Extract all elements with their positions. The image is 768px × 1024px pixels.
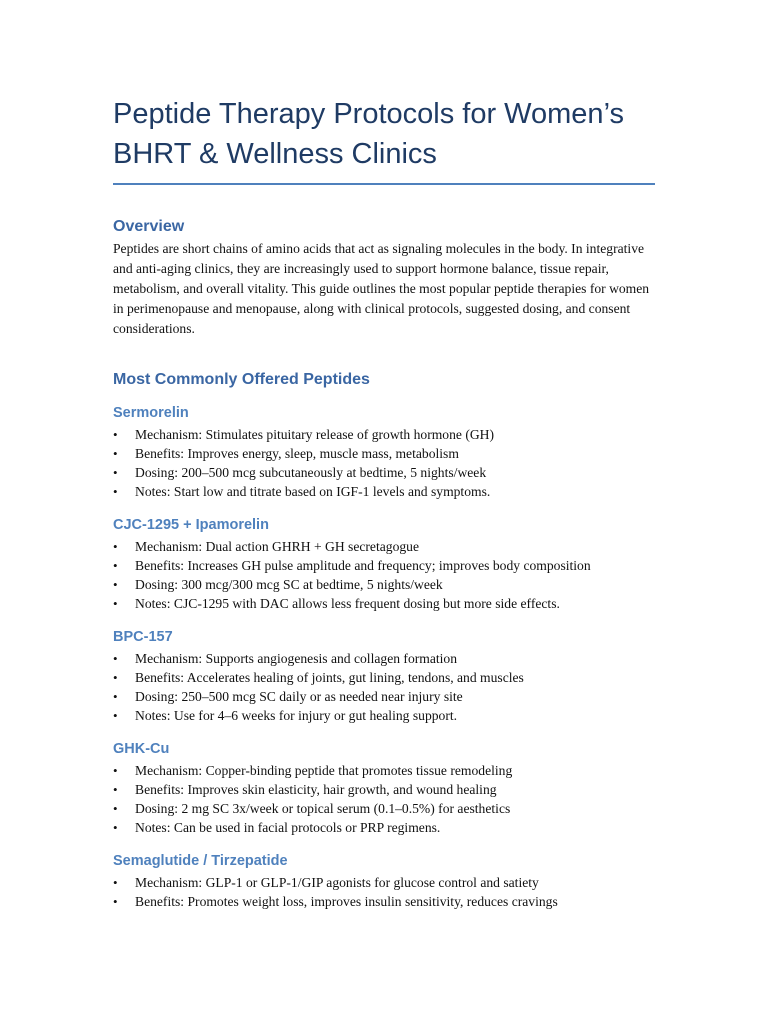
list-item (113, 482, 656, 501)
list-item (113, 706, 656, 725)
list-item-text: Dosing: 300 mcg/300 mcg SC at bedtime, 5 nights/week (135, 577, 443, 592)
peptide-detail-list (113, 649, 656, 725)
list-item (113, 556, 656, 575)
title-underline (113, 183, 655, 185)
list-item-text: Dosing: 250–500 mcg SC daily or as needed near injury site (135, 689, 463, 704)
list-item (113, 594, 656, 613)
bullet-icon: • (113, 596, 118, 611)
list-item-text: Benefits: Accelerates healing of joints, gut lining, tendons, and muscles (135, 670, 524, 685)
bullet-icon: • (113, 446, 118, 461)
list-item-text: Benefits: Improves skin elasticity, hair growth, and wound healing (135, 782, 497, 797)
peptide-section (113, 627, 656, 725)
bullet-icon: • (113, 782, 118, 797)
list-item (113, 537, 656, 556)
list-item (113, 649, 656, 668)
peptide-section (113, 739, 656, 837)
list-item (113, 761, 656, 780)
list-item (113, 892, 656, 911)
list-item-text: Benefits: Promotes weight loss, improves insulin sensitivity, reduces cravings (135, 894, 558, 909)
peptide-detail-list (113, 537, 656, 613)
list-item-text: Dosing: 2 mg SC 3x/week or topical serum (0.1–0.5%) for aesthetics (135, 801, 511, 816)
peptide-detail-list (113, 761, 656, 837)
peptide-section (113, 515, 656, 613)
bullet-icon: • (113, 875, 118, 890)
peptide-detail-list (113, 873, 656, 911)
list-item-text: Benefits: Improves energy, sleep, muscle mass, metabolism (135, 446, 459, 461)
peptide-section (113, 851, 656, 911)
list-item-text: Mechanism: Stimulates pituitary release of growth hormone (GH) (135, 427, 495, 442)
bullet-icon: • (113, 577, 118, 592)
peptide-name: Semaglutide / Tirzepatide (113, 853, 288, 869)
list-item-text: Dosing: 200–500 mcg subcutaneously at bedtime, 5 nights/week (135, 465, 487, 480)
list-item-text: Mechanism: Dual action GHRH + GH secretagogue (135, 539, 419, 554)
title-line-1: Peptide Therapy Protocols for Women’s (113, 98, 624, 130)
peptide-name: Sermorelin (113, 405, 189, 421)
bullet-icon: • (113, 651, 118, 666)
bullet-icon: • (113, 539, 118, 554)
list-item (113, 780, 656, 799)
peptide-name: GHK-Cu (113, 741, 170, 757)
list-item-text: Mechanism: Supports angiogenesis and collagen formation (135, 651, 458, 666)
list-item-text: Notes: Can be used in facial protocols or PRP regimens. (135, 820, 441, 835)
list-item-text: Notes: Use for 4–6 weeks for injury or gut healing support. (135, 708, 458, 723)
list-item (113, 873, 656, 892)
bullet-icon: • (113, 689, 118, 704)
overview-paragraph: Peptides are short chains of amino acids that act as signaling molecules in the body. In integrative and anti-aging clinics, they are increasingly used to support hormone balance, tissue repair, metabolism, and overall vitality. This guide outlines the most popular peptide therapies for women in perimenopause and menopause, along with clinical protocols, suggested dosing, and consent considerations. (113, 241, 650, 336)
overview-heading: Overview (113, 218, 185, 235)
list-item (113, 818, 656, 837)
list-item-text: Mechanism: GLP-1 or GLP-1/GIP agonists for glucose control and satiety (135, 875, 539, 890)
list-item (113, 463, 656, 482)
bullet-icon: • (113, 558, 118, 573)
list-item (113, 425, 656, 444)
list-item (113, 799, 656, 818)
list-item (113, 687, 656, 706)
list-item-text: Benefits: Increases GH pulse amplitude and frequency; improves body composition (135, 558, 591, 573)
list-item-text: Mechanism: Copper-binding peptide that promotes tissue remodeling (135, 763, 513, 778)
title-line-2: BHRT & Wellness Clinics (113, 138, 437, 170)
peptide-name: CJC-1295 + Ipamorelin (113, 517, 269, 533)
list-item (113, 668, 656, 687)
peptide-list (113, 403, 656, 911)
bullet-icon: • (113, 465, 118, 480)
document-title (113, 94, 656, 174)
list-item (113, 575, 656, 594)
bullet-icon: • (113, 427, 118, 442)
peptide-section (113, 403, 656, 501)
bullet-icon: • (113, 484, 118, 499)
bullet-icon: • (113, 763, 118, 778)
list-item-text: Notes: Start low and titrate based on IGF-1 levels and symptoms. (135, 484, 491, 499)
bullet-icon: • (113, 820, 118, 835)
list-item-text: Notes: CJC-1295 with DAC allows less frequent dosing but more side effects. (135, 596, 560, 611)
list-item (113, 444, 656, 463)
bullet-icon: • (113, 708, 118, 723)
peptide-detail-list (113, 425, 656, 501)
peptides-section-heading: Most Commonly Offered Peptides (113, 371, 370, 388)
peptide-name: BPC-157 (113, 629, 173, 645)
bullet-icon: • (113, 801, 118, 816)
bullet-icon: • (113, 894, 118, 909)
bullet-icon: • (113, 670, 118, 685)
